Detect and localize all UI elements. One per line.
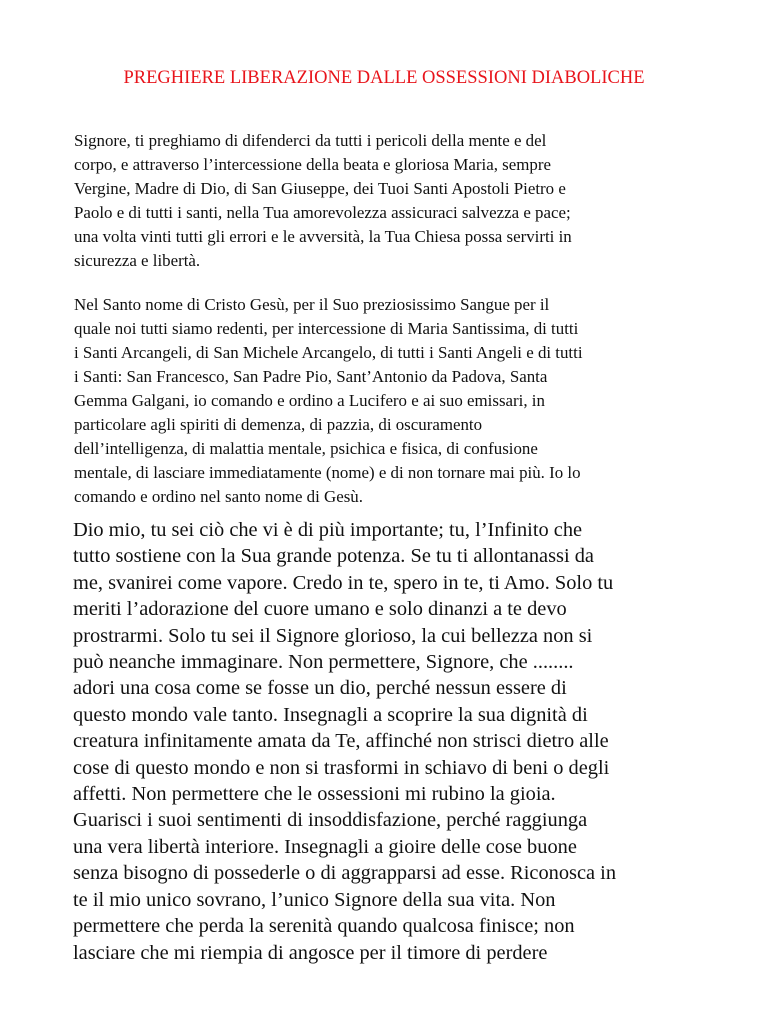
text-line: affetti. Non permettere che le ossessioni mi rubino la gioia. — [73, 783, 556, 806]
text-line: una vera libertà interiore. Insegnagli a gioire delle cose buone — [73, 835, 577, 858]
text-line: senza bisogno di possederle o di aggrapparsi ad esse. Riconosca in — [73, 862, 617, 885]
text-line: può neanche immaginare. Non permettere, Signore, che ........ — [73, 651, 574, 674]
text-line: permettere che perda la serenità quando qualcosa finisce; non — [73, 915, 575, 938]
text-line: cose di questo mondo e non si trasformi in schiavo di beni o degli — [73, 756, 610, 779]
text-line: mentale, di lasciare immediatamente (nome) e di non tornare mai più. Io lo — [74, 463, 581, 482]
text-line: questo mondo vale tanto. Insegnagli a scoprire la sua dignità di — [73, 703, 588, 726]
text-line: creatura infinitamente amata da Te, affinché non strisci dietro alle — [73, 730, 609, 753]
text-line: Gemma Galgani, io comando e ordino a Lucifero e ai suo emissari, in — [74, 391, 545, 410]
text-line: i Santi Arcangeli, di San Michele Arcangelo, di tutti i Santi Angeli e di tutti — [74, 343, 583, 362]
text-line: Vergine, Madre di Dio, di San Giuseppe, dei Tuoi Santi Apostoli Pietro e — [74, 179, 566, 198]
text-line: te il mio unico sovrano, l’unico Signore della sua vita. Non — [73, 888, 556, 911]
text-line: lasciare che mi riempia di angosce per il timore di perdere — [73, 941, 548, 964]
text-line: Guarisci i suoi sentimenti di insoddisfazione, perché raggiunga — [73, 809, 588, 832]
text-line: dell’intelligenza, di malattia mentale, psichica e fisica, di confusione — [74, 439, 538, 458]
text-line: tutto sostiene con la Sua grande potenza. Se tu ti allontanassi da — [73, 545, 594, 568]
text-line: Nel Santo nome di Cristo Gesù, per il Suo preziosissimo Sangue per il — [74, 295, 550, 314]
paragraph-dio-mio-prayer — [73, 517, 733, 966]
text-line: una volta vinti tutti gli errori e le avversità, la Tua Chiesa possa servirti in — [74, 227, 572, 246]
text-line: meriti l’adorazione del cuore umano e solo dinanzi a te devo — [73, 598, 567, 621]
text-line: comando e ordino nel santo nome di Gesù. — [74, 487, 363, 506]
text-line: prostrarmi. Solo tu sei il Signore glorioso, la cui bellezza non si — [73, 624, 593, 647]
paragraph-command-prayer — [74, 293, 714, 509]
text-line: me, svanirei come vapore. Credo in te, spero in te, ti Amo. Solo tu — [73, 571, 614, 594]
text-line: quale noi tutti siamo redenti, per intercessione di Maria Santissima, di tutti — [74, 319, 579, 338]
paragraph-intro-prayer — [74, 129, 714, 273]
text-line: Signore, ti preghiamo di difenderci da tutti i pericoli della mente e del — [74, 131, 547, 150]
text-line: particolare agli spiriti di demenza, di pazzia, di oscuramento — [74, 415, 483, 434]
text-line: adori una cosa come se fosse un dio, perché nessun essere di — [73, 677, 567, 700]
text-line: i Santi: San Francesco, San Padre Pio, Sant’Antonio da Padova, Santa — [74, 367, 548, 386]
text-line: sicurezza e libertà. — [74, 251, 201, 270]
text-line: Dio mio, tu sei ciò che vi è di più importante; tu, l’Infinito che — [73, 519, 583, 541]
text-line: Paolo e di tutti i santi, nella Tua amorevolezza assicuraci salvezza e pace; — [74, 203, 571, 222]
text-line: corpo, e attraverso l’intercessione della beata e gloriosa Maria, sempre — [74, 155, 551, 174]
document-title: PREGHIERE LIBERAZIONE DALLE OSSESSIONI DIABOLICHE — [123, 68, 645, 88]
